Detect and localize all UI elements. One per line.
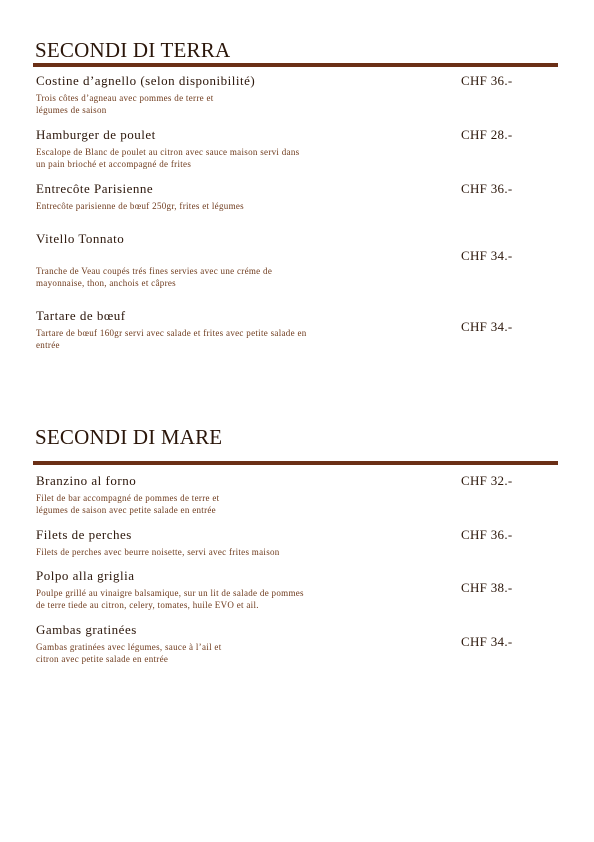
item-description-line: entrée — [36, 340, 60, 350]
item-price: CHF 34.- — [461, 319, 513, 334]
item-price: CHF 38.- — [461, 580, 513, 595]
item-description — [36, 200, 556, 212]
item-description — [36, 492, 556, 516]
item-description-line: légumes de saison — [36, 105, 107, 115]
item-price: CHF 34.- — [461, 634, 513, 649]
item-name: Entrecôte Parisienne — [36, 181, 154, 196]
item-name: Vitello Tonnato — [36, 231, 125, 246]
item-name: Polpo alla griglia — [36, 568, 135, 583]
section-divider — [33, 63, 558, 67]
section-divider — [33, 461, 558, 465]
item-description-line: de terre tiede au citron, celery, tomates, huile EVO et ail. — [36, 600, 259, 610]
item-description-line: Filet de bar accompagné de pommes de terre et — [36, 493, 220, 503]
item-description-line: un pain brioché et accompagné de frites — [36, 159, 192, 169]
item-name: Filets de perches — [36, 527, 132, 542]
item-description-line: Entrecôte parisienne de bœuf 250gr, frites et légumes — [36, 201, 244, 211]
item-description-line: Escalope de Blanc de poulet au citron avec sauce maison servi dans — [36, 147, 300, 157]
section-title-terra: SECONDI DI TERRA — [35, 38, 231, 62]
item-description — [36, 92, 556, 116]
item-price: CHF 34.- — [461, 248, 513, 263]
item-price: CHF 28.- — [461, 127, 513, 142]
item-description-line: Tartare de bœuf 160gr servi avec salade et frites avec petite salade en — [36, 328, 307, 338]
item-price: CHF 36.- — [461, 73, 513, 88]
item-name: Branzino al forno — [36, 473, 137, 488]
item-description-line: Trois côtes d’agneau avec pommes de terre et — [36, 93, 214, 103]
item-description-line: Gambas gratinées avec légumes, sauce à l’ail et — [36, 642, 222, 652]
item-name: Gambas gratinées — [36, 622, 137, 637]
item-price: CHF 32.- — [461, 473, 513, 488]
item-price: CHF 36.- — [461, 181, 513, 196]
item-name: Costine d’agnello (selon disponibilité) — [36, 73, 256, 88]
item-description-line: Filets de perches avec beurre noisette, servi avec frites maison — [36, 547, 280, 557]
section-title-mare: SECONDI DI MARE — [35, 425, 223, 449]
item-description-line: légumes de saison avec petite salade en entrée — [36, 505, 216, 515]
item-price: CHF 36.- — [461, 527, 513, 542]
item-description-line: citron avec petite salade en entrée — [36, 654, 169, 664]
item-description — [36, 146, 556, 170]
item-name: Hamburger de poulet — [36, 127, 156, 142]
item-description-line: Tranche de Veau coupés trés fines servies avec une créme de — [36, 266, 273, 276]
item-description — [36, 265, 556, 289]
item-name: Tartare de bœuf — [36, 308, 126, 323]
item-description-line: Poulpe grillé au vinaigre balsamique, sur un lit de salade de pommes — [36, 588, 304, 598]
item-description — [36, 546, 556, 558]
item-description-line: mayonnaise, thon, anchois et câpres — [36, 278, 176, 288]
